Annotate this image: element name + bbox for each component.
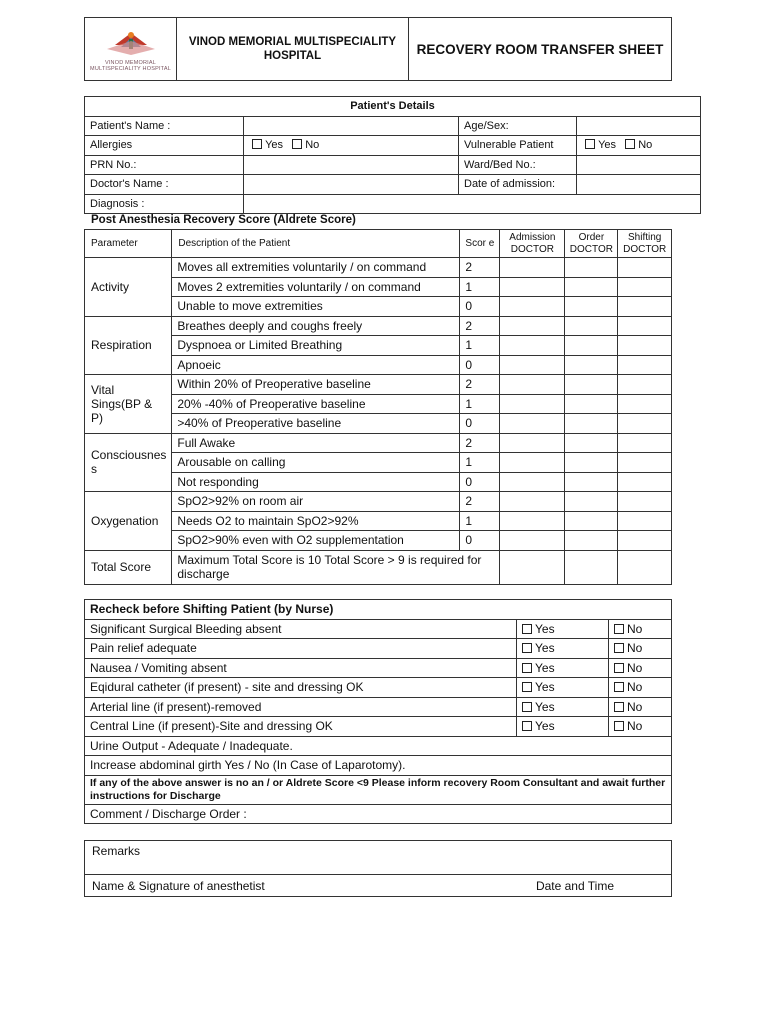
aldrete-score: 0: [460, 531, 500, 551]
vulnerable-yes-label: Yes: [598, 139, 617, 152]
vulnerable-no-checkbox[interactable]: [625, 139, 638, 151]
admission-doctor-cell[interactable]: [500, 355, 565, 375]
aldrete-description: Needs O2 to maintain SpO2>92%: [172, 511, 460, 531]
shifting-doctor-cell[interactable]: [618, 316, 672, 336]
urine-output-row: Urine Output - Adequate / Inadequate.: [85, 736, 672, 756]
hospital-name: [177, 18, 409, 81]
aldrete-score: 2: [460, 492, 500, 512]
order-doctor-cell[interactable]: [565, 492, 618, 512]
aldrete-row: [85, 316, 672, 336]
aldrete-row: [85, 433, 672, 453]
recheck-item: Nausea / Vomiting absent: [85, 658, 517, 678]
aldrete-score: 2: [460, 433, 500, 453]
admission-doctor-cell[interactable]: [500, 472, 565, 492]
shifting-doctor-cell[interactable]: [618, 511, 672, 531]
allergies-no-label: No: [305, 139, 320, 152]
recheck-yes-option: [517, 658, 609, 678]
order-doctor-cell[interactable]: [565, 531, 618, 551]
aldrete-total-row: [85, 550, 672, 584]
abdominal-girth-row-tr: [85, 756, 672, 776]
total-score-label: Total Score: [85, 550, 172, 584]
hospital-name-line1: VINOD MEMORIAL MULTISPECIALITY: [188, 36, 397, 48]
recheck-yes-checkbox[interactable]: [522, 622, 535, 636]
allergies-label: Allergies: [85, 136, 244, 156]
admission-doctor-cell[interactable]: [500, 433, 565, 453]
aldrete-score: 2: [460, 375, 500, 395]
recheck-yes-option: [517, 639, 609, 659]
recheck-no-label: No: [627, 621, 643, 636]
recheck-no-option: [609, 678, 672, 698]
shifting-doctor-header: Shifting DOCTOR: [618, 230, 672, 258]
recheck-row: [85, 678, 672, 698]
vulnerable-options: [577, 136, 701, 156]
recheck-yes-option: [517, 678, 609, 698]
admission-doctor-cell[interactable]: [500, 414, 565, 434]
date-admission-label: Date of admission:: [459, 175, 577, 195]
recheck-no-label: No: [627, 660, 643, 675]
admission-doctor-cell[interactable]: [500, 277, 565, 297]
recheck-no-option: [609, 697, 672, 717]
shifting-doctor-cell[interactable]: [618, 297, 672, 317]
recheck-item: Pain relief adequate: [85, 639, 517, 659]
total-score-description: Maximum Total Score is 10 Total Score > 9 is required for discharge: [172, 550, 500, 584]
aldrete-row: [85, 394, 672, 414]
sheet-title: RECOVERY ROOM TRANSFER SHEET: [409, 18, 672, 81]
parameter-header: Parameter: [85, 230, 172, 258]
recheck-yes-checkbox[interactable]: [522, 680, 535, 694]
signature-row: [85, 875, 672, 897]
recheck-no-checkbox[interactable]: [614, 661, 627, 675]
recheck-item: Significant Surgical Bleeding absent: [85, 619, 517, 639]
prn-field[interactable]: [244, 155, 459, 175]
admission-doctor-cell[interactable]: [500, 492, 565, 512]
vulnerable-yes-checkbox[interactable]: [585, 139, 598, 151]
doctor-name-field[interactable]: [244, 175, 459, 195]
recheck-no-checkbox[interactable]: [614, 622, 627, 636]
vulnerable-patient-label: Vulnerable Patient: [459, 136, 577, 156]
shifting-doctor-cell[interactable]: [618, 492, 672, 512]
order-doctor-cell[interactable]: [565, 414, 618, 434]
aldrete-row: [85, 355, 672, 375]
urine-output-row-tr: [85, 736, 672, 756]
aldrete-description: SpO2>92% on room air: [172, 492, 460, 512]
recheck-no-label: No: [627, 641, 643, 656]
order-doctor-cell[interactable]: [565, 355, 618, 375]
aldrete-score: 0: [460, 355, 500, 375]
shifting-doctor-cell[interactable]: [618, 258, 672, 278]
order-doctor-header: Order DOCTOR: [565, 230, 618, 258]
admission-doctor-cell[interactable]: [500, 258, 565, 278]
aldrete-description: Full Awake: [172, 433, 460, 453]
patient-name-label: Patient's Name :: [85, 116, 244, 136]
aldrete-title: Post Anesthesia Recovery Score (Aldrete Score): [91, 214, 356, 226]
logo-caption-line1: VINOD MEMORIAL: [104, 59, 157, 66]
shifting-doctor-cell[interactable]: [618, 277, 672, 297]
recheck-no-option: [609, 619, 672, 639]
aldrete-description: SpO2>90% even with O2 supplementation: [172, 531, 460, 551]
recheck-no-option: [609, 717, 672, 737]
aldrete-description: Apnoeic: [172, 355, 460, 375]
shifting-doctor-cell[interactable]: [618, 394, 672, 414]
aldrete-row: [85, 531, 672, 551]
shifting-doctor-cell[interactable]: [618, 472, 672, 492]
recheck-no-option: [609, 639, 672, 659]
admission-doctor-cell[interactable]: [500, 316, 565, 336]
patient-name-field[interactable]: [244, 116, 459, 136]
recheck-item: Arterial line (if present)-removed: [85, 697, 517, 717]
admission-doctor-total[interactable]: [500, 550, 565, 584]
admission-doctor-cell[interactable]: [500, 531, 565, 551]
recheck-yes-checkbox[interactable]: [522, 661, 535, 675]
aldrete-description: 20% -40% of Preoperative baseline: [172, 394, 460, 414]
aldrete-parameter: Consciousnes s: [85, 433, 172, 492]
header-table: [84, 17, 672, 81]
recheck-row: [85, 658, 672, 678]
age-sex-label: Age/Sex:: [459, 116, 577, 136]
diagnosis-field[interactable]: [244, 194, 701, 214]
aldrete-score: 2: [460, 316, 500, 336]
recheck-no-checkbox[interactable]: [614, 641, 627, 655]
recheck-yes-label: Yes: [535, 641, 555, 656]
date-admission-field[interactable]: [577, 175, 701, 195]
vulnerable-no-label: No: [638, 139, 653, 152]
aldrete-row: [85, 472, 672, 492]
aldrete-row: [85, 414, 672, 434]
aldrete-description: Dyspnoea or Limited Breathing: [172, 336, 460, 356]
aldrete-score: 1: [460, 453, 500, 473]
patient-details-table: [84, 96, 701, 214]
hospital-logo: [85, 27, 176, 72]
aldrete-row: [85, 492, 672, 512]
admission-doctor-cell[interactable]: [500, 375, 565, 395]
order-doctor-cell[interactable]: [565, 336, 618, 356]
order-doctor-cell[interactable]: [565, 277, 618, 297]
order-doctor-cell[interactable]: [565, 316, 618, 336]
recheck-no-label: No: [627, 699, 643, 714]
admission-doctor-header: Admission DOCTOR: [500, 230, 565, 258]
aldrete-score: 1: [460, 277, 500, 297]
shifting-doctor-cell[interactable]: [618, 355, 672, 375]
aldrete-score: 0: [460, 472, 500, 492]
recheck-no-checkbox[interactable]: [614, 680, 627, 694]
recheck-no-checkbox[interactable]: [614, 719, 627, 733]
admission-doctor-cell[interactable]: [500, 297, 565, 317]
shifting-doctor-cell[interactable]: [618, 375, 672, 395]
remarks-table: [84, 840, 672, 897]
ward-bed-label: Ward/Bed No.:: [459, 155, 577, 175]
aldrete-row: [85, 336, 672, 356]
recheck-table: [84, 599, 672, 824]
logo-caption-line2: MULTISPECIALITY HOSPITAL: [90, 65, 171, 72]
order-doctor-cell[interactable]: [565, 472, 618, 492]
recheck-yes-label: Yes: [535, 621, 555, 636]
order-doctor-cell[interactable]: [565, 433, 618, 453]
prn-label: PRN No.:: [85, 155, 244, 175]
aldrete-description: Breathes deeply and coughs freely: [172, 316, 460, 336]
hospital-logo-icon: [93, 27, 169, 57]
aldrete-row: [85, 453, 672, 473]
recheck-row: [85, 697, 672, 717]
aldrete-score: 1: [460, 394, 500, 414]
shifting-doctor-cell[interactable]: [618, 433, 672, 453]
age-sex-field[interactable]: [577, 116, 701, 136]
aldrete-parameter: Respiration: [85, 316, 172, 375]
recheck-row: [85, 619, 672, 639]
aldrete-parameter: Vital Sings(BP & P): [85, 375, 172, 434]
recheck-no-checkbox[interactable]: [614, 700, 627, 714]
shifting-doctor-cell[interactable]: [618, 453, 672, 473]
recheck-yes-label: Yes: [535, 719, 555, 734]
recheck-yes-label: Yes: [535, 660, 555, 675]
recheck-yes-option: [517, 717, 609, 737]
doctor-name-label: Doctor's Name :: [85, 175, 244, 195]
shifting-doctor-cell[interactable]: [618, 531, 672, 551]
recheck-row: [85, 717, 672, 737]
comment-discharge-order[interactable]: Comment / Discharge Order :: [85, 804, 672, 824]
recheck-no-option: [609, 658, 672, 678]
date-time-label: Date and Time: [535, 878, 614, 893]
admission-doctor-cell[interactable]: [500, 453, 565, 473]
aldrete-table: [84, 229, 672, 585]
admission-doctor-cell[interactable]: [500, 394, 565, 414]
remarks-label: Remarks: [92, 844, 141, 858]
recheck-row: [85, 639, 672, 659]
allergies-no-checkbox[interactable]: [292, 139, 305, 151]
recheck-title: Recheck before Shifting Patient (by Nurse): [85, 600, 672, 620]
recheck-note-tr: [85, 775, 672, 804]
aldrete-row: [85, 511, 672, 531]
comment-discharge-order-tr: [85, 804, 672, 824]
ward-bed-field[interactable]: [577, 155, 701, 175]
order-doctor-cell[interactable]: [565, 453, 618, 473]
order-doctor-cell[interactable]: [565, 258, 618, 278]
patient-details-title: Patient's Details: [85, 97, 701, 117]
recheck-no-label: No: [627, 680, 643, 695]
allergies-options: [244, 136, 459, 156]
hospital-name-line2: HOSPITAL: [263, 50, 322, 62]
aldrete-parameter: Activity: [85, 258, 172, 317]
aldrete-score: 0: [460, 414, 500, 434]
aldrete-description: Within 20% of Preoperative baseline: [172, 375, 460, 395]
recheck-yes-label: Yes: [535, 699, 555, 714]
order-doctor-total[interactable]: [565, 550, 618, 584]
order-doctor-cell[interactable]: [565, 511, 618, 531]
aldrete-parameter: Oxygenation: [85, 492, 172, 551]
allergies-yes-label: Yes: [265, 139, 284, 152]
diagnosis-label: Diagnosis :: [85, 194, 244, 214]
remarks-field[interactable]: [85, 841, 672, 875]
aldrete-row: [85, 258, 672, 278]
shifting-doctor-cell[interactable]: [618, 414, 672, 434]
aldrete-score: 0: [460, 297, 500, 317]
aldrete-description: Moves 2 extremities voluntarily / on command: [172, 277, 460, 297]
score-header: Scor e: [460, 230, 500, 258]
recheck-yes-checkbox[interactable]: [522, 719, 535, 733]
recheck-yes-checkbox[interactable]: [522, 700, 535, 714]
aldrete-description: Unable to move extremities: [172, 297, 460, 317]
signature-label: Name & Signature of anesthetist: [92, 878, 265, 893]
abdominal-girth-row: Increase abdominal girth Yes / No (In Case of Laparotomy).: [85, 756, 672, 776]
description-header: Description of the Patient: [172, 230, 460, 258]
recheck-no-label: No: [627, 719, 643, 734]
order-doctor-cell[interactable]: [565, 375, 618, 395]
aldrete-score: 2: [460, 258, 500, 278]
aldrete-row: [85, 297, 672, 317]
logo-cell: [85, 18, 177, 81]
aldrete-score: 1: [460, 511, 500, 531]
order-doctor-cell[interactable]: [565, 297, 618, 317]
aldrete-description: Moves all extremities voluntarily / on command: [172, 258, 460, 278]
recheck-yes-option: [517, 697, 609, 717]
recheck-item: Central Line (if present)-Site and dressing OK: [85, 717, 517, 737]
order-doctor-cell[interactable]: [565, 394, 618, 414]
recheck-yes-label: Yes: [535, 680, 555, 695]
recheck-yes-checkbox[interactable]: [522, 641, 535, 655]
admission-doctor-cell[interactable]: [500, 511, 565, 531]
recheck-yes-option: [517, 619, 609, 639]
aldrete-row: [85, 277, 672, 297]
shifting-doctor-cell[interactable]: [618, 336, 672, 356]
aldrete-description: >40% of Preoperative baseline: [172, 414, 460, 434]
allergies-yes-checkbox[interactable]: [252, 139, 265, 151]
aldrete-row: [85, 375, 672, 395]
admission-doctor-cell[interactable]: [500, 336, 565, 356]
recheck-note: If any of the above answer is no an / or Aldrete Score <9 Please inform recovery Room Consultant and await further instructions for Discharge: [85, 775, 672, 804]
aldrete-score: 1: [460, 336, 500, 356]
recheck-item: Eqidural catheter (if present) - site and dressing OK: [85, 678, 517, 698]
aldrete-description: Arousable on calling: [172, 453, 460, 473]
aldrete-description: Not responding: [172, 472, 460, 492]
shifting-doctor-total[interactable]: [618, 550, 672, 584]
